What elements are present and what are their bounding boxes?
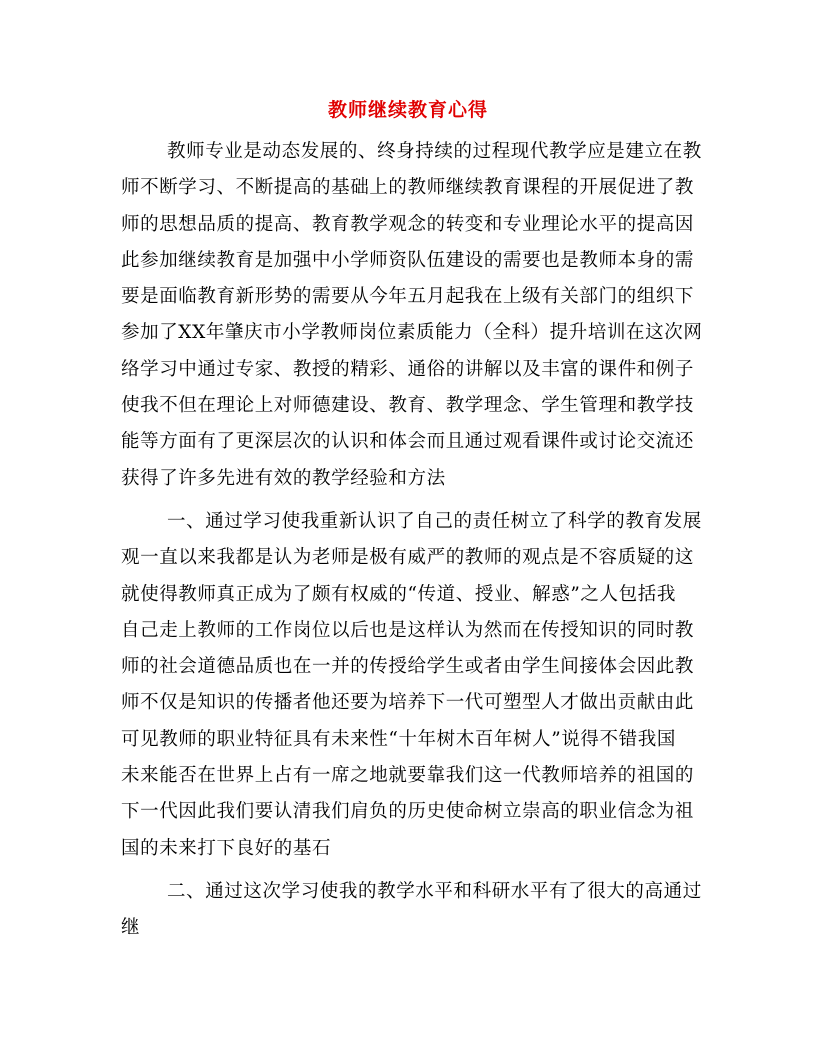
text-line: 能等方面有了更深层次的认识和体会而且通过观看课件或讨论交流还 [121, 431, 695, 453]
text-line: 要是面临教育新形势的需要从今年五月起我在上级有关部门的组织下 [121, 286, 695, 308]
text-line: 二、通过这次学习使我的教学水平和科研水平有了很大的高通过 [167, 880, 702, 902]
text-line: 此参加继续教育是加强中小学师资队伍建设的需要也是教师本身的需 [121, 249, 695, 271]
text-line: 络学习中通过专家、教授的精彩、通俗的讲解以及丰富的课件和例子 [121, 358, 695, 380]
text-line: 继 [121, 917, 141, 939]
text-line: 师的社会道德品质也在一并的传授给学生或者由学生间接体会因此教 [121, 656, 695, 678]
text-line: 观一直以来我都是认为老师是极有威严的教师的观点是不容质疑的这 [121, 547, 695, 569]
text-line: 未来能否在世界上占有一席之地就要靠我们这一代教师培养的祖国的 [121, 765, 695, 787]
text-line: 教师专业是动态发展的、终身持续的过程现代教学应是建立在教 [167, 141, 702, 162]
paragraph-3 [121, 874, 702, 947]
text-line: 师不断学习、不断提高的基础上的教师继续教育课程的开展促进了教 [121, 177, 695, 199]
document-title: 教师继续教育心得 [327, 99, 488, 121]
text-line: 国的未来打下良好的基石 [121, 837, 332, 859]
text-line: 下一代因此我们要认清我们肩负的历史使命树立崇高的职业信念为祖 [121, 801, 695, 823]
paragraph-1 [121, 134, 703, 497]
text-line: 就使得教师真正成为了颇有权威的“传道、授业、解惑”之人包括我 [121, 583, 676, 605]
paragraph-2 [121, 504, 702, 867]
text-line: 师的思想品质的提高、教育教学观念的转变和专业理论水平的提高因 [121, 213, 695, 235]
text-line: 获得了许多先进有效的教学经验和方法 [121, 467, 446, 489]
text-line: 一、通过学习使我重新认识了自己的责任树立了科学的教育发展 [167, 510, 702, 532]
text-line: 自己走上教师的工作岗位以后也是这样认为然而在传授知识的同时教 [121, 619, 695, 641]
text-line: 参加了XX年肇庆市小学教师岗位素质能力（全科）提升培训在这次网 [121, 322, 703, 344]
text-line: 师不仅是知识的传播者他还要为培养下一代可塑型人才做出贡献由此 [121, 692, 695, 714]
text-line: 可见教师的职业特征具有未来性“十年树木百年树人”说得不错我国 [121, 728, 676, 750]
text-line: 使我不但在理论上对师德建设、教育、教学理念、学生管理和教学技 [121, 395, 695, 417]
document-body [121, 134, 703, 947]
